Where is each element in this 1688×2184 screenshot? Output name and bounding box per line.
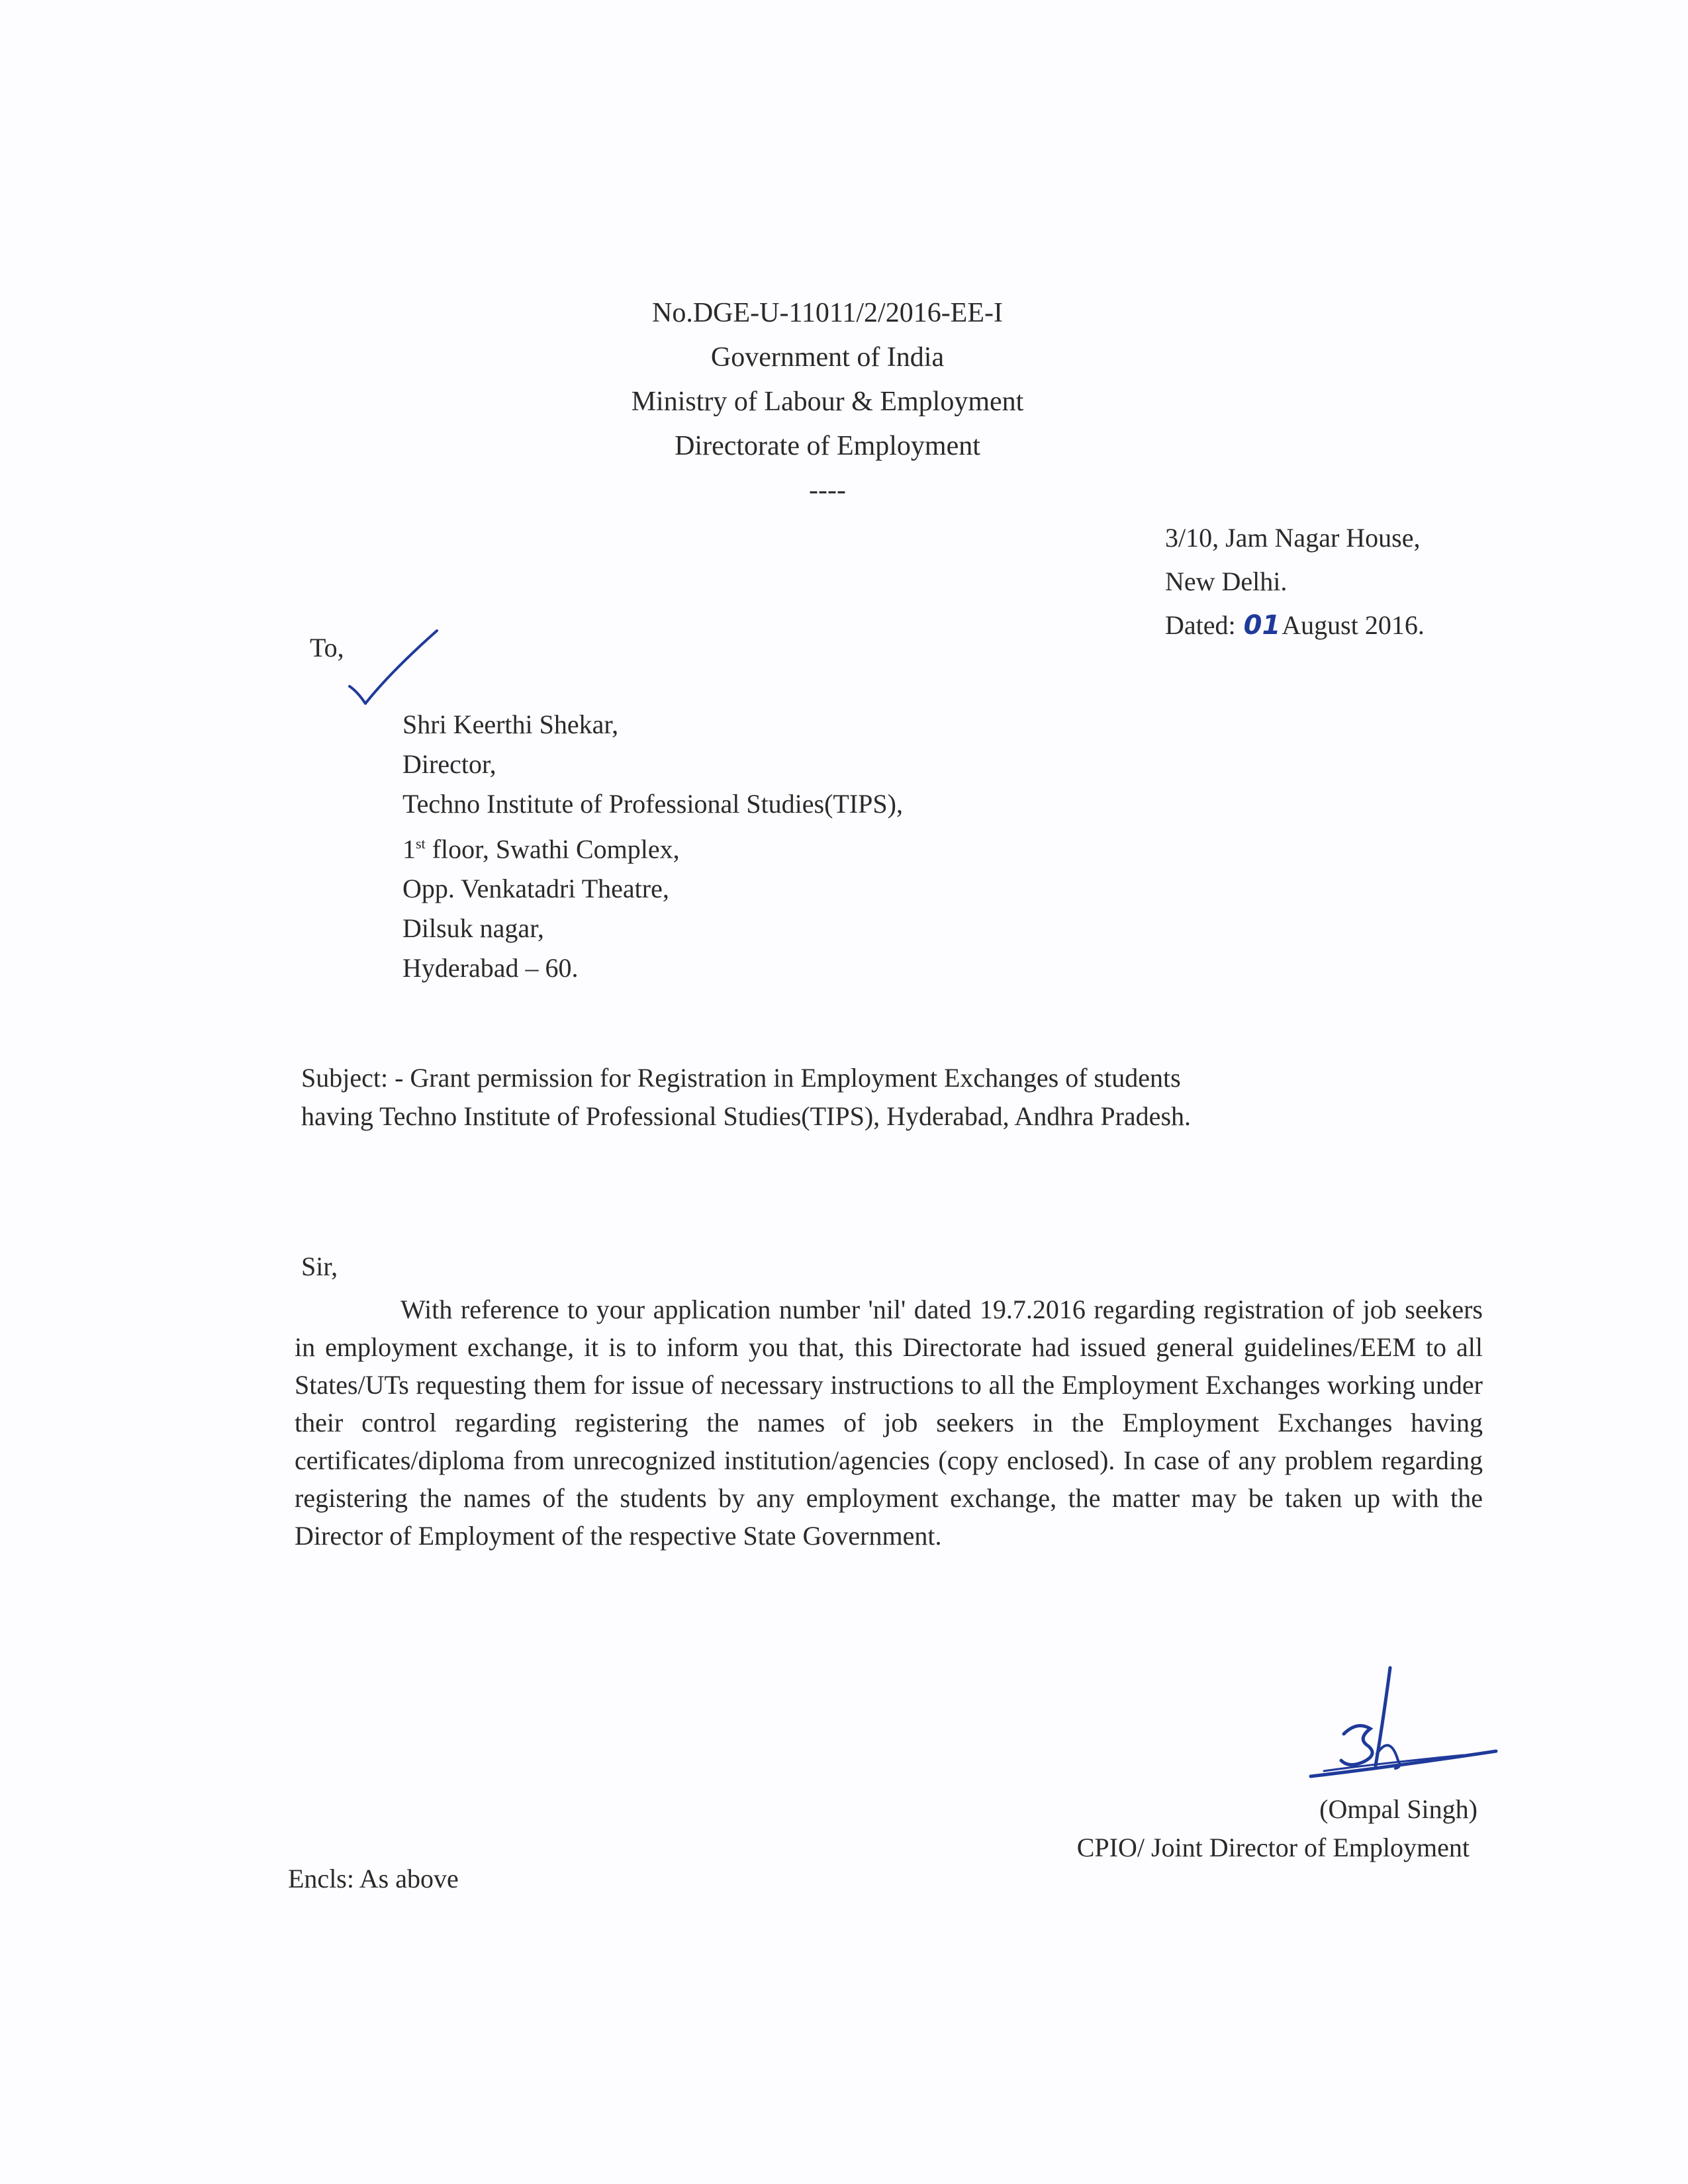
letter-body: With reference to your application number 'nil' dated 19.7.2016 regarding registration of job seekers in employment exchange, it is to inform you that, this Directorate had issued general guidelines/EEM to all States/UTs requesting them for issue of necessary instructions to all the Employment Exchanges working under their control regarding registering the names of job seekers in the Employment Exchanges having certificates/diploma from unrecognized institution/agencies (copy enclosed). In case of any problem regarding registering the names of the students by any employment exchange, the matter may be taken up with the Director of Employment of the respective State Government. <box>295 1295 1483 1551</box>
letter-header <box>596 291 1059 513</box>
to-label: To, <box>310 633 344 662</box>
ministry-name: Ministry of Labour & Employment <box>631 387 1024 417</box>
tick-mark-icon <box>344 625 450 718</box>
salutation: Sir, <box>301 1251 338 1281</box>
floor-number: 1 <box>402 834 416 864</box>
signatory-title: CPIO/ Joint Director of Employment <box>1076 1833 1470 1862</box>
dated-month-year: August 2016. <box>1282 610 1425 640</box>
signatory-name: (Ompal Singh) <box>1319 1794 1477 1824</box>
addressee-city: Hyderabad – 60. <box>402 953 579 983</box>
floor-complex: floor, Swathi Complex, <box>425 834 680 864</box>
subject-line1: Subject: - Grant permission for Registration in Employment Exchanges of students <box>301 1063 1181 1093</box>
directorate-name: Directorate of Employment <box>675 431 980 461</box>
handwritten-signature <box>1297 1655 1509 1787</box>
addressee-block <box>402 705 903 988</box>
addressee-designation: Director, <box>402 749 496 779</box>
dated-day-handwritten: 01 <box>1243 610 1281 641</box>
letter-date <box>1165 604 1425 647</box>
subject-block <box>301 1059 1427 1136</box>
sender-address <box>1165 516 1425 647</box>
sender-address-line1: 3/10, Jam Nagar House, <box>1165 523 1421 553</box>
addressee-landmark: Opp. Venkatadri Theatre, <box>402 874 669 904</box>
reference-number: No.DGE-U-11011/2/2016-EE-I <box>652 298 1003 328</box>
sender-address-line2: New Delhi. <box>1165 567 1288 596</box>
addressee-name: Shri Keerthi Shekar, <box>402 709 619 739</box>
enclosure-note: Encls: As above <box>288 1864 459 1893</box>
addressee-floor <box>402 824 903 869</box>
addressee-institute: Techno Institute of Professional Studies(TIPS), <box>402 789 903 819</box>
header-separator: ---- <box>809 475 846 506</box>
subject-line2: having Techno Institute of Professional Studies(TIPS), Hyderabad, Andhra Pradesh. <box>301 1101 1192 1131</box>
dated-label: Dated: <box>1165 610 1236 640</box>
government-name: Government of India <box>710 342 945 373</box>
floor-ordinal: st <box>416 835 426 852</box>
addressee-locality: Dilsuk nagar, <box>402 913 544 944</box>
